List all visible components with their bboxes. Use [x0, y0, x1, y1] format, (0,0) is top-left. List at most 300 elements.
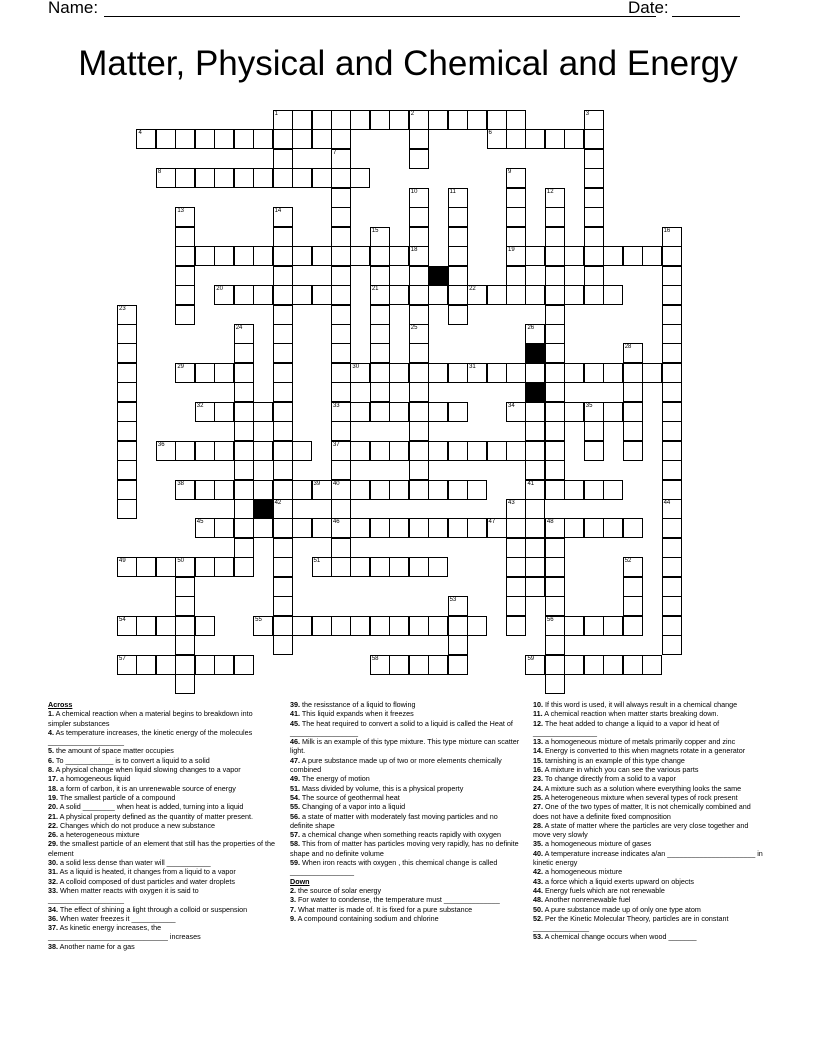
grid-cell[interactable] [350, 246, 370, 266]
grid-cell[interactable] [545, 382, 565, 402]
grid-cell[interactable] [584, 616, 604, 636]
grid-cell[interactable] [136, 557, 156, 577]
grid-cell[interactable] [292, 441, 312, 461]
grid-cell[interactable] [448, 480, 468, 500]
grid-cell[interactable] [428, 518, 448, 538]
grid-cell[interactable] [370, 557, 390, 577]
grid-cell[interactable] [234, 382, 254, 402]
grid-cell[interactable] [175, 596, 195, 616]
grid-cell[interactable] [331, 441, 351, 461]
grid-cell[interactable] [506, 596, 526, 616]
grid-cell[interactable] [448, 363, 468, 383]
grid-cell[interactable] [331, 518, 351, 538]
grid-cell[interactable] [175, 363, 195, 383]
grid-cell[interactable] [428, 363, 448, 383]
grid-cell[interactable] [448, 616, 468, 636]
grid-cell[interactable] [273, 596, 293, 616]
grid-cell[interactable] [292, 168, 312, 188]
grid-cell[interactable] [331, 207, 351, 227]
grid-cell[interactable] [214, 480, 234, 500]
grid-cell[interactable] [467, 616, 487, 636]
grid-cell[interactable] [603, 363, 623, 383]
grid-cell[interactable] [175, 129, 195, 149]
grid-cell[interactable] [448, 655, 468, 675]
grid-cell[interactable] [662, 480, 682, 500]
grid-cell[interactable] [506, 577, 526, 597]
grid-cell[interactable] [545, 480, 565, 500]
grid-cell[interactable] [545, 324, 565, 344]
grid-cell[interactable] [525, 324, 545, 344]
grid-cell[interactable] [312, 616, 332, 636]
grid-cell[interactable] [506, 538, 526, 558]
grid-cell[interactable] [623, 246, 643, 266]
grid-cell[interactable] [292, 285, 312, 305]
grid-cell[interactable] [545, 227, 565, 247]
grid-cell[interactable] [312, 285, 332, 305]
grid-cell[interactable] [623, 421, 643, 441]
grid-cell[interactable] [389, 285, 409, 305]
grid-cell[interactable] [467, 110, 487, 130]
grid-cell[interactable] [506, 402, 526, 422]
grid-cell[interactable] [409, 382, 429, 402]
grid-cell[interactable] [331, 227, 351, 247]
grid-cell[interactable] [448, 188, 468, 208]
grid-cell[interactable] [273, 129, 293, 149]
grid-cell[interactable] [662, 246, 682, 266]
grid-cell[interactable] [409, 110, 429, 130]
grid-cell[interactable] [428, 557, 448, 577]
grid-cell[interactable] [428, 285, 448, 305]
grid-cell[interactable] [545, 596, 565, 616]
grid-cell[interactable] [350, 480, 370, 500]
grid-cell[interactable] [525, 577, 545, 597]
grid-cell[interactable] [525, 480, 545, 500]
grid-cell[interactable] [175, 168, 195, 188]
grid-cell[interactable] [350, 402, 370, 422]
grid-cell[interactable] [195, 441, 215, 461]
grid-cell[interactable] [214, 168, 234, 188]
grid-cell[interactable] [117, 441, 137, 461]
grid-cell[interactable] [273, 577, 293, 597]
grid-cell[interactable] [350, 518, 370, 538]
grid-cell[interactable] [623, 577, 643, 597]
grid-cell[interactable] [409, 557, 429, 577]
grid-cell[interactable] [331, 324, 351, 344]
grid-cell[interactable] [623, 655, 643, 675]
grid-cell[interactable] [175, 441, 195, 461]
grid-cell[interactable] [409, 207, 429, 227]
grid-cell[interactable] [214, 285, 234, 305]
grid-cell[interactable] [331, 557, 351, 577]
grid-cell[interactable] [584, 441, 604, 461]
grid-cell[interactable] [564, 655, 584, 675]
grid-cell[interactable] [195, 518, 215, 538]
grid-cell[interactable] [117, 421, 137, 441]
grid-cell[interactable] [136, 655, 156, 675]
grid-cell[interactable] [506, 557, 526, 577]
grid-cell[interactable] [117, 402, 137, 422]
grid-cell[interactable] [409, 266, 429, 286]
grid-cell[interactable] [273, 382, 293, 402]
grid-cell[interactable] [214, 129, 234, 149]
grid-cell[interactable] [117, 499, 137, 519]
grid-cell[interactable] [623, 343, 643, 363]
grid-cell[interactable] [662, 460, 682, 480]
grid-cell[interactable] [545, 363, 565, 383]
grid-cell[interactable] [662, 441, 682, 461]
grid-cell[interactable] [564, 285, 584, 305]
grid-cell[interactable] [448, 266, 468, 286]
grid-cell[interactable] [331, 129, 351, 149]
grid-cell[interactable] [525, 363, 545, 383]
grid-cell[interactable] [156, 168, 176, 188]
grid-cell[interactable] [603, 518, 623, 538]
grid-cell[interactable] [195, 168, 215, 188]
grid-cell[interactable] [662, 266, 682, 286]
grid-cell[interactable] [584, 207, 604, 227]
grid-cell[interactable] [428, 616, 448, 636]
grid-cell[interactable] [545, 577, 565, 597]
grid-cell[interactable] [506, 518, 526, 538]
grid-cell[interactable] [370, 305, 390, 325]
grid-cell[interactable] [331, 402, 351, 422]
grid-cell[interactable] [389, 246, 409, 266]
grid-cell[interactable] [409, 149, 429, 169]
grid-cell[interactable] [487, 285, 507, 305]
grid-cell[interactable] [273, 441, 293, 461]
grid-cell[interactable] [331, 363, 351, 383]
grid-cell[interactable] [273, 363, 293, 383]
grid-cell[interactable] [214, 363, 234, 383]
grid-cell[interactable] [156, 129, 176, 149]
grid-cell[interactable] [448, 518, 468, 538]
grid-cell[interactable] [448, 285, 468, 305]
grid-cell[interactable] [525, 538, 545, 558]
grid-cell[interactable] [331, 285, 351, 305]
grid-cell[interactable] [234, 460, 254, 480]
grid-cell[interactable] [584, 110, 604, 130]
grid-cell[interactable] [273, 246, 293, 266]
grid-cell[interactable] [175, 266, 195, 286]
grid-cell[interactable] [487, 441, 507, 461]
grid-cell[interactable] [253, 441, 273, 461]
grid-cell[interactable] [117, 480, 137, 500]
grid-cell[interactable] [195, 402, 215, 422]
grid-cell[interactable] [662, 402, 682, 422]
grid-cell[interactable] [234, 343, 254, 363]
grid-cell[interactable] [545, 305, 565, 325]
grid-cell[interactable] [331, 168, 351, 188]
grid-cell[interactable] [584, 518, 604, 538]
grid-cell[interactable] [545, 460, 565, 480]
grid-cell[interactable] [662, 577, 682, 597]
grid-cell[interactable] [350, 557, 370, 577]
grid-cell[interactable] [584, 246, 604, 266]
grid-cell[interactable] [331, 499, 351, 519]
grid-cell[interactable] [273, 285, 293, 305]
grid-cell[interactable] [525, 557, 545, 577]
grid-cell[interactable] [370, 616, 390, 636]
grid-cell[interactable] [467, 518, 487, 538]
grid-cell[interactable] [409, 441, 429, 461]
grid-cell[interactable] [117, 616, 137, 636]
grid-cell[interactable] [642, 363, 662, 383]
grid-cell[interactable] [525, 246, 545, 266]
grid-cell[interactable] [370, 285, 390, 305]
grid-cell[interactable] [506, 363, 526, 383]
grid-cell[interactable] [370, 343, 390, 363]
grid-cell[interactable] [467, 480, 487, 500]
grid-cell[interactable] [370, 402, 390, 422]
grid-cell[interactable] [545, 343, 565, 363]
grid-cell[interactable] [350, 363, 370, 383]
grid-cell[interactable] [273, 635, 293, 655]
grid-cell[interactable] [564, 246, 584, 266]
grid-cell[interactable] [409, 363, 429, 383]
grid-cell[interactable] [409, 188, 429, 208]
grid-cell[interactable] [292, 129, 312, 149]
grid-cell[interactable] [175, 557, 195, 577]
grid-cell[interactable] [603, 402, 623, 422]
grid-cell[interactable] [234, 480, 254, 500]
grid-cell[interactable] [273, 227, 293, 247]
grid-cell[interactable] [506, 168, 526, 188]
grid-cell[interactable] [428, 480, 448, 500]
grid-cell[interactable] [175, 655, 195, 675]
grid-cell[interactable] [623, 518, 643, 538]
grid-cell[interactable] [292, 246, 312, 266]
grid-cell[interactable] [253, 616, 273, 636]
grid-cell[interactable] [506, 616, 526, 636]
grid-cell[interactable] [370, 382, 390, 402]
grid-cell[interactable] [350, 616, 370, 636]
grid-cell[interactable] [584, 129, 604, 149]
grid-cell[interactable] [564, 363, 584, 383]
grid-cell[interactable] [584, 188, 604, 208]
grid-cell[interactable] [175, 480, 195, 500]
grid-cell[interactable] [175, 674, 195, 694]
grid-cell[interactable] [545, 441, 565, 461]
grid-cell[interactable] [662, 227, 682, 247]
grid-cell[interactable] [525, 402, 545, 422]
grid-cell[interactable] [312, 168, 332, 188]
grid-cell[interactable] [409, 324, 429, 344]
grid-cell[interactable] [389, 402, 409, 422]
grid-cell[interactable] [623, 557, 643, 577]
grid-cell[interactable] [409, 305, 429, 325]
grid-cell[interactable] [409, 421, 429, 441]
grid-cell[interactable] [525, 285, 545, 305]
grid-cell[interactable] [234, 285, 254, 305]
grid-cell[interactable] [662, 596, 682, 616]
grid-cell[interactable] [506, 110, 526, 130]
grid-cell[interactable] [506, 246, 526, 266]
grid-cell[interactable] [448, 402, 468, 422]
grid-cell[interactable] [175, 207, 195, 227]
grid-cell[interactable] [312, 110, 332, 130]
grid-cell[interactable] [234, 518, 254, 538]
grid-cell[interactable] [603, 246, 623, 266]
grid-cell[interactable] [331, 480, 351, 500]
grid-cell[interactable] [292, 616, 312, 636]
grid-cell[interactable] [662, 421, 682, 441]
grid-cell[interactable] [156, 441, 176, 461]
grid-cell[interactable] [273, 305, 293, 325]
grid-cell[interactable] [175, 635, 195, 655]
grid-cell[interactable] [506, 188, 526, 208]
grid-cell[interactable] [214, 655, 234, 675]
grid-cell[interactable] [584, 285, 604, 305]
grid-cell[interactable] [370, 110, 390, 130]
grid-cell[interactable] [564, 616, 584, 636]
grid-cell[interactable] [448, 635, 468, 655]
grid-cell[interactable] [389, 480, 409, 500]
grid-cell[interactable] [662, 382, 682, 402]
grid-cell[interactable] [584, 402, 604, 422]
grid-cell[interactable] [584, 227, 604, 247]
grid-cell[interactable] [428, 441, 448, 461]
grid-cell[interactable] [331, 305, 351, 325]
grid-cell[interactable] [389, 110, 409, 130]
grid-cell[interactable] [409, 227, 429, 247]
grid-cell[interactable] [175, 577, 195, 597]
grid-cell[interactable] [292, 110, 312, 130]
grid-cell[interactable] [506, 207, 526, 227]
grid-cell[interactable] [623, 382, 643, 402]
grid-cell[interactable] [136, 129, 156, 149]
grid-cell[interactable] [370, 518, 390, 538]
grid-cell[interactable] [253, 402, 273, 422]
grid-cell[interactable] [273, 480, 293, 500]
grid-cell[interactable] [389, 655, 409, 675]
grid-cell[interactable] [584, 266, 604, 286]
grid-cell[interactable] [487, 518, 507, 538]
grid-cell[interactable] [312, 518, 332, 538]
grid-cell[interactable] [156, 655, 176, 675]
grid-cell[interactable] [662, 324, 682, 344]
grid-cell[interactable] [409, 285, 429, 305]
grid-cell[interactable] [273, 324, 293, 344]
grid-cell[interactable] [331, 188, 351, 208]
grid-cell[interactable] [662, 616, 682, 636]
grid-cell[interactable] [525, 655, 545, 675]
grid-cell[interactable] [273, 168, 293, 188]
grid-cell[interactable] [448, 596, 468, 616]
grid-cell[interactable] [312, 129, 332, 149]
grid-cell[interactable] [506, 227, 526, 247]
grid-cell[interactable] [525, 441, 545, 461]
grid-cell[interactable] [409, 655, 429, 675]
grid-cell[interactable] [273, 499, 293, 519]
grid-cell[interactable] [331, 343, 351, 363]
grid-cell[interactable] [214, 518, 234, 538]
grid-cell[interactable] [662, 538, 682, 558]
grid-cell[interactable] [506, 129, 526, 149]
grid-cell[interactable] [564, 129, 584, 149]
grid-cell[interactable] [545, 635, 565, 655]
grid-cell[interactable] [370, 480, 390, 500]
grid-cell[interactable] [234, 168, 254, 188]
grid-cell[interactable] [662, 305, 682, 325]
grid-cell[interactable] [448, 110, 468, 130]
grid-cell[interactable] [273, 538, 293, 558]
grid-cell[interactable] [331, 246, 351, 266]
grid-cell[interactable] [409, 343, 429, 363]
grid-cell[interactable] [389, 557, 409, 577]
grid-cell[interactable] [564, 480, 584, 500]
grid-cell[interactable] [253, 246, 273, 266]
grid-cell[interactable] [545, 207, 565, 227]
grid-cell[interactable] [350, 441, 370, 461]
grid-cell[interactable] [545, 246, 565, 266]
grid-cell[interactable] [234, 441, 254, 461]
grid-cell[interactable] [584, 149, 604, 169]
grid-cell[interactable] [292, 480, 312, 500]
grid-cell[interactable] [117, 557, 137, 577]
grid-cell[interactable] [331, 538, 351, 558]
grid-cell[interactable] [273, 110, 293, 130]
grid-cell[interactable] [312, 557, 332, 577]
grid-cell[interactable] [234, 324, 254, 344]
grid-cell[interactable] [409, 246, 429, 266]
grid-cell[interactable] [584, 655, 604, 675]
grid-cell[interactable] [584, 421, 604, 441]
grid-cell[interactable] [214, 402, 234, 422]
grid-cell[interactable] [234, 538, 254, 558]
grid-cell[interactable] [273, 557, 293, 577]
grid-cell[interactable] [370, 266, 390, 286]
grid-cell[interactable] [506, 499, 526, 519]
grid-cell[interactable] [273, 421, 293, 441]
grid-cell[interactable] [253, 518, 273, 538]
grid-cell[interactable] [175, 305, 195, 325]
grid-cell[interactable] [662, 499, 682, 519]
grid-cell[interactable] [623, 441, 643, 461]
grid-cell[interactable] [448, 246, 468, 266]
grid-cell[interactable] [234, 129, 254, 149]
grid-cell[interactable] [409, 616, 429, 636]
grid-cell[interactable] [156, 616, 176, 636]
grid-cell[interactable] [117, 655, 137, 675]
grid-cell[interactable] [545, 655, 565, 675]
grid-cell[interactable] [117, 324, 137, 344]
grid-cell[interactable] [642, 655, 662, 675]
grid-cell[interactable] [370, 363, 390, 383]
grid-cell[interactable] [273, 266, 293, 286]
grid-cell[interactable] [584, 363, 604, 383]
grid-cell[interactable] [117, 363, 137, 383]
grid-cell[interactable] [545, 188, 565, 208]
grid-cell[interactable] [623, 596, 643, 616]
grid-cell[interactable] [545, 421, 565, 441]
grid-cell[interactable] [175, 246, 195, 266]
grid-cell[interactable] [136, 616, 156, 636]
grid-cell[interactable] [623, 616, 643, 636]
grid-cell[interactable] [662, 518, 682, 538]
grid-cell[interactable] [234, 421, 254, 441]
grid-cell[interactable] [273, 149, 293, 169]
grid-cell[interactable] [214, 441, 234, 461]
grid-cell[interactable] [545, 266, 565, 286]
grid-cell[interactable] [389, 363, 409, 383]
grid-cell[interactable] [642, 246, 662, 266]
grid-cell[interactable] [370, 227, 390, 247]
grid-cell[interactable] [662, 285, 682, 305]
grid-cell[interactable] [564, 402, 584, 422]
grid-cell[interactable] [331, 110, 351, 130]
grid-cell[interactable] [545, 129, 565, 149]
grid-cell[interactable] [448, 305, 468, 325]
